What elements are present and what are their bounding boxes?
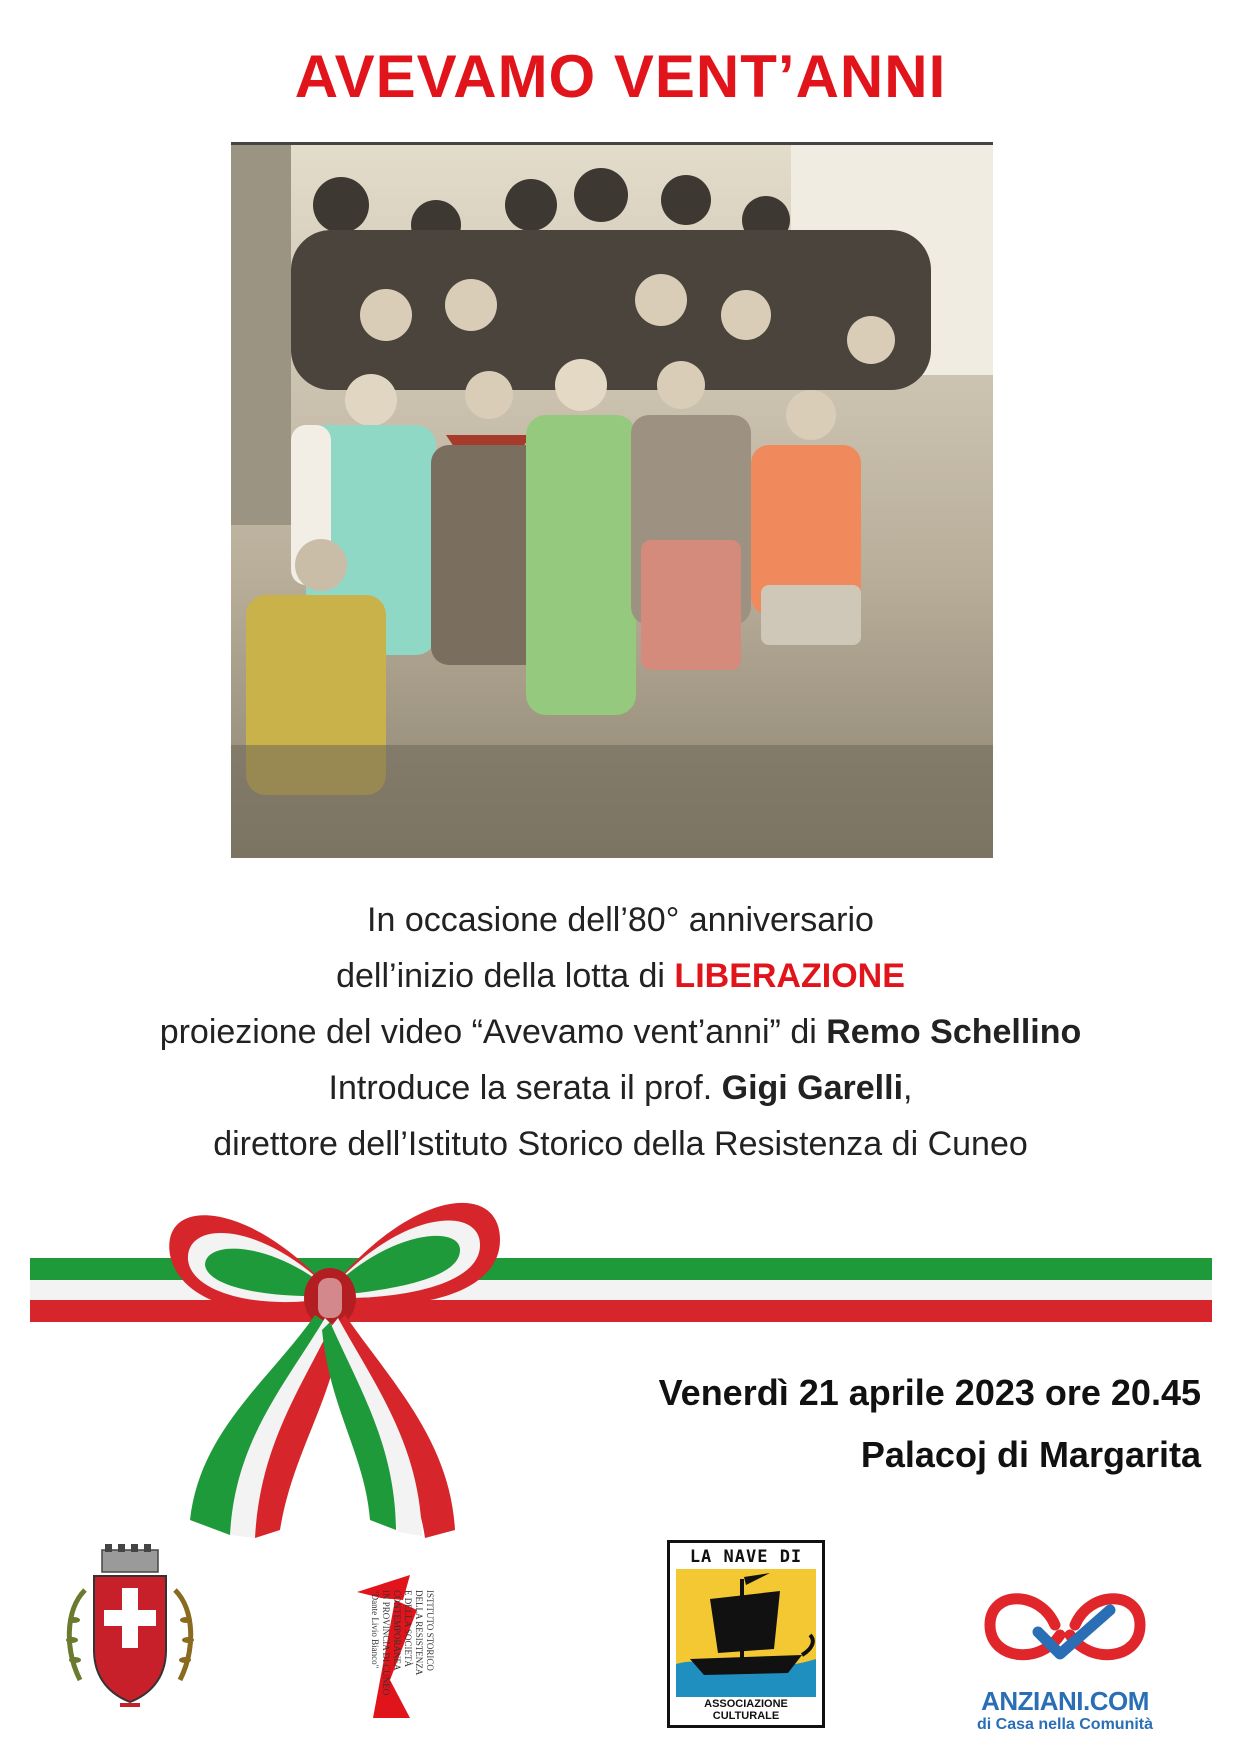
istituto-name-text: ISTITUTO STORICO DELLA RESISTENZA E DELLA SOCIETÀ CONTEMPORANEA IN PROVINCIA DI CUNEO "Dante Livio Bianco" (370, 1590, 435, 1696)
anziani-com-logo (960, 1570, 1170, 1740)
description-line-4-text: Introduce la serata il prof. (328, 1069, 722, 1107)
istituto-storico-logo (355, 1570, 525, 1720)
sailing-ship-icon (670, 1569, 822, 1699)
anziani-logo-name: ANZIANI.COM (981, 1686, 1149, 1716)
description-line-5: direttore dell’Istituto Storico della Resistenza di Cuneo (213, 1125, 1028, 1163)
event-date-time: Venerdì 21 aprile 2023 ore 20.45 (658, 1372, 1201, 1413)
description-line-2-text: dell’inizio della lotta di (336, 957, 675, 995)
anziani-loops-icon (960, 1570, 1170, 1685)
speaker-name: Gigi Garelli (721, 1069, 904, 1107)
liberazione-highlight: LIBERAZIONE (674, 957, 905, 995)
event-details (659, 1362, 1201, 1486)
description-line-3-text: proiezione del video “Avevamo vent’anni” di (159, 1013, 827, 1051)
municipal-coat-of-arms-logo (60, 1540, 200, 1730)
event-description (0, 892, 1241, 1172)
description-line-1: In occasione dell’80° anniversario (367, 901, 874, 939)
author-name: Remo Schellino (826, 1013, 1082, 1051)
description-line-2 (0, 948, 1241, 1004)
anziani-logo-tagline: di Casa nella Comunità (976, 1716, 1154, 1733)
nave-di-ulisse-logo (667, 1540, 825, 1728)
event-venue: Palacoj di Margarita (860, 1434, 1201, 1475)
poster-title: AVEVAMO VENT’ANNI (294, 43, 947, 110)
nave-logo-title: LA NAVE DI (689, 1547, 803, 1567)
description-line-4-suffix: , (903, 1069, 913, 1107)
description-line-4 (0, 1060, 1241, 1116)
historical-group-photo (231, 142, 993, 858)
sponsor-logos (0, 1540, 1241, 1740)
group-photo-illustration (231, 145, 993, 858)
description-line-3 (0, 1004, 1241, 1060)
coat-of-arms-icon (60, 1540, 200, 1730)
nave-logo-subtitle: ASSOCIAZIONE CULTURALE (704, 1698, 788, 1722)
